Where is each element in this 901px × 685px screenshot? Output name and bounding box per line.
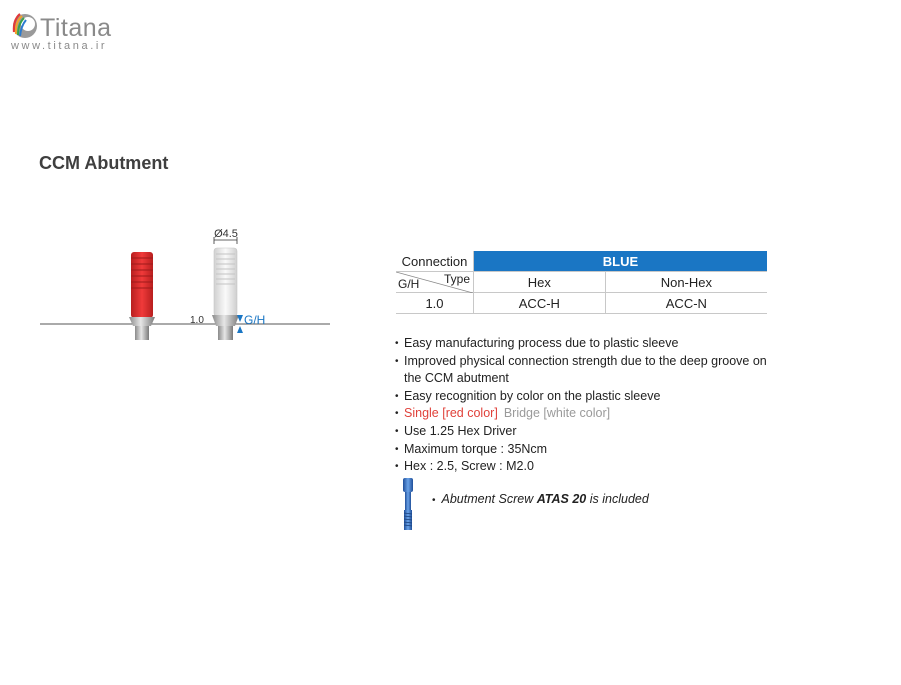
spec-table-subheader-row xyxy=(396,272,767,293)
non-hex-code-cell: ACC-N xyxy=(605,293,767,314)
screw-name: ATAS 20 xyxy=(536,492,587,506)
list-item: • Easy recognition by color on the plastic sleeve xyxy=(395,388,774,406)
gh-header-label: G/H xyxy=(398,277,420,291)
bullet: • xyxy=(432,495,436,506)
single-abutment xyxy=(129,252,155,340)
titana-logo-icon xyxy=(10,10,40,42)
gh-arrow-up-icon xyxy=(237,326,243,333)
bridge-color-note: Bridge [white color] xyxy=(503,406,611,421)
page-title: CCM Abutment xyxy=(39,153,169,173)
screw-included-note xyxy=(432,492,649,506)
gh-cell: 1.0 xyxy=(396,293,474,314)
type-label: Type xyxy=(443,272,470,286)
screw-note-suffix: is included xyxy=(586,492,649,506)
list-item: • Improved physical connection strength due to the deep groove on the CCM abutment xyxy=(395,353,774,388)
non-hex-header: Non-Hex xyxy=(605,272,767,293)
hex-code-cell: ACC-H xyxy=(474,293,606,314)
list-item: • Hex : 2.5, Screw : M2.0 xyxy=(395,458,774,476)
brand-url: www.titana.ir xyxy=(11,40,108,52)
spec-table xyxy=(396,251,767,314)
brand-name: Titana xyxy=(40,14,112,42)
spec-table-header-row xyxy=(396,251,767,272)
color-note-item xyxy=(395,405,774,423)
abutment-screw-icon xyxy=(400,478,416,532)
bridge-abutment xyxy=(212,248,239,340)
abutment-figure xyxy=(38,222,338,347)
type-gh-cell xyxy=(396,272,474,293)
gh-arrow-down-icon xyxy=(237,315,243,322)
hex-header: Hex xyxy=(474,272,606,293)
list-item: • Maximum torque : 35Ncm xyxy=(395,441,774,459)
color-header: BLUE xyxy=(474,251,768,272)
table-row xyxy=(396,293,767,314)
brand-logo xyxy=(10,10,130,60)
gh-label: G/H xyxy=(244,313,266,327)
connection-header: Connection xyxy=(396,251,474,272)
screw-note-prefix: Abutment Screw xyxy=(441,492,537,506)
gh-value-label: 1.0 xyxy=(190,315,204,326)
diameter-label: Ø4.5 xyxy=(214,228,238,240)
list-item: • Easy manufacturing process due to plastic sleeve xyxy=(395,335,774,353)
list-item: • Use 1.25 Hex Driver xyxy=(395,423,774,441)
single-color-note: Single [red color] xyxy=(404,406,498,421)
feature-list xyxy=(395,335,774,476)
